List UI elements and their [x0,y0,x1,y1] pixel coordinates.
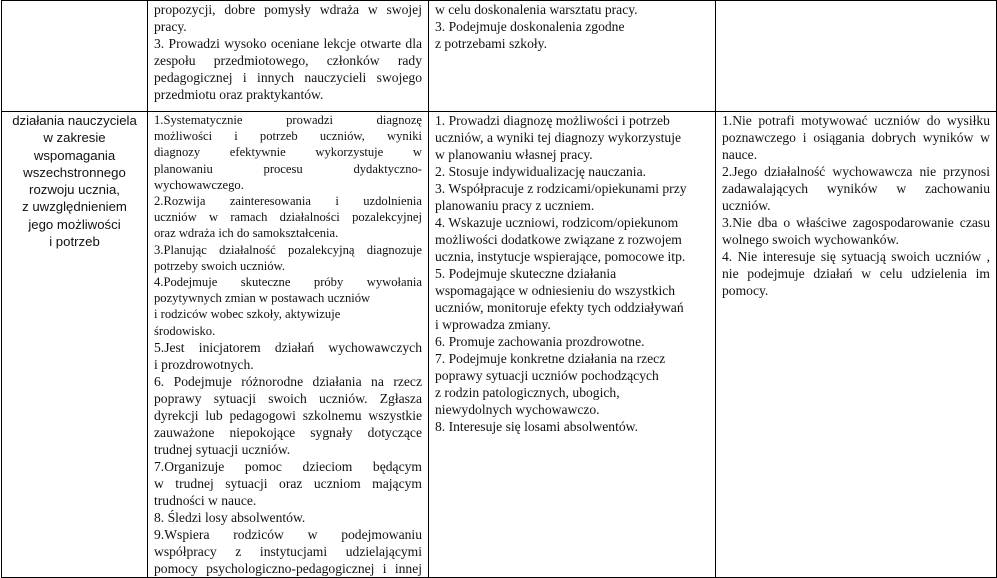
text-line: diagnozy efektywnie wykorzystuje w [154,145,422,160]
text-line: uczniów. [722,198,771,213]
criteria-table [1,0,997,578]
text-line: poprawy sytuacji uczniów pochodzących [435,368,659,383]
text-line: 4.Podejmuje skuteczne próby wywołania [154,275,422,290]
cell-top-col4 [716,1,997,112]
text-line: 5.Jest inicjatorem działań wychowawczych [154,339,422,355]
text-line: 3. Współpracuje z rodzicami/opiekunami przy [435,181,687,196]
text-line: pomocy. [722,283,769,298]
text-line: 6. Podejmuje różnorodne działania na rzecz [154,373,422,389]
text-line: przedmiotu oraz praktykantów. [154,87,324,102]
text-line: niewydolnych wychowawczo. [435,402,600,417]
area-label-line: rozwoju ucznia, [29,182,120,198]
text-line: współpracy z instytucjami udzielającymi [154,543,422,559]
text-line: ucznia, instytucje wspierające, pomocowe itp. [435,249,686,264]
area-label-line: w zakresie [43,130,106,146]
text-line: pomocy psychologiczno-pedagogicznej i innej [154,560,422,576]
text-line: pedagogicznej i innych nauczycieli swojego [154,70,422,85]
text-line: 7.Organizuje pomoc dzieciom będącym [154,458,422,474]
text-line: 2.Jego działalność wychowawcza nie przynosi [722,164,990,179]
text-line: z rodzin patologicznych, ubogich, [435,385,620,400]
text-line: w planowaniu własnej pracy. [435,147,593,162]
text-line: 8. Interesuje się losami absolwentów. [435,419,638,434]
area-label-line: jego możliwości [28,216,121,232]
text-line: zadawalających wyników w zachowaniu [722,181,990,196]
text-line: trudności w nauce. [154,492,257,508]
cell-area-empty [2,1,148,112]
text-line: 1. Prowadzi diagnozę możliwości i potrzeb [435,113,670,128]
text-line: trudnej sytuacji uczniów. [154,441,291,457]
text-line: zespołu przedmiotowego, członków rady [154,53,422,68]
text-line: nie podejmuje działań w celu udzielenia im [722,266,990,281]
text-line: zauważone niepokojące sygnały dotyczące [154,424,422,440]
area-label-line: z uwzględnieniem [22,199,127,215]
area-label-line: wszechstronnego [23,164,126,180]
cell-excellent-criteria [148,112,429,578]
text-line: środowisko. [154,323,216,338]
text-line: wolnego swoich wychowanków. [722,232,899,247]
text-line: możliwości i potrzeb uczniów, wyniki [154,129,422,144]
text-line: 5. Podejmuje skuteczne działania [435,266,617,281]
cell-top-col2 [148,1,429,112]
text-line: w celu doskonalenia warsztatu pracy. [435,2,638,17]
cell-good-criteria [429,112,716,578]
cell-top-col3 [429,1,716,112]
text-line: oraz wdraża ich do samokształcenia. [154,226,339,241]
text-line: 2. Stosuje indywidualizację nauczania. [435,164,647,179]
text-line: 4. Nie interesuje się sytuacją swoich uczniów , [722,249,990,264]
text-line: 7. Podejmuje konkretne działania na rzecz [435,351,666,366]
text-line: 3.Nie dba o właściwe zagospodarowanie czasu [722,215,990,230]
area-label-line: działania nauczyciela [12,113,137,128]
text-line: propozycji, dobre pomysły wdraża w swojej [154,2,422,17]
text-line: pozytywnych zmian w postawach uczniów [154,291,371,306]
text-line: w trudnej sytuacji oraz uczniom mającym [154,475,422,491]
text-line: i prozdrowotnych. [154,356,254,372]
text-line: 9.Wspiera rodziców w podejmowaniu [154,526,422,542]
table-row [2,112,997,578]
text-line: z potrzebami szkoły. [435,36,547,51]
text-line: możliwości dodatkowe związane z rozwojem [435,232,682,247]
area-label-line: i potrzeb [49,234,100,250]
text-line: uczniów w ramach działalności pozalekcyjnej [154,210,422,225]
text-line: 4. Wskazuje uczniowi, rodzicom/opiekunom [435,215,679,230]
text-line: i rodziców wobec szkoły, aktywizuje [154,307,341,322]
cell-insufficient-criteria [716,112,997,578]
text-line: 3. Prowadzi wysoko oceniane lekcje otwarte dla [154,36,422,51]
text-line: wychowawczego. [154,177,244,192]
text-line: 1.Nie potrafi motywować uczniów do wysiłku [722,113,990,128]
table-row [2,1,997,112]
area-label-line: wspomagania [33,147,116,163]
text-line: poznawczego i osiągania dobrych wyników w [722,130,990,145]
text-line: 3.Planując działalność pozalekcyjną diagnozuje [154,242,422,257]
text-line: poprawy sytuacji swoich uczniów. Zgłasza [154,390,422,406]
text-line: planowaniu pracy z uczniem. [435,198,595,213]
text-line: 8. Śledzi losy absolwentów. [154,509,306,525]
text-line: 6. Promuje zachowania prozdrowotne. [435,334,645,349]
text-line: 3. Podejmuje doskonalenia zgodne [435,19,625,34]
text-line: dyrekcji lub pedagogowi szkolnemu wszystkie [154,407,422,423]
text-line: pracy. [154,19,187,34]
text-line: uczniów, a wyniki tej diagnozy wykorzystuje [435,130,682,145]
cell-area-label [2,112,148,578]
text-line: nauce. [722,147,758,162]
text-line: wspomagające w odniesieniu do wszystkich [435,283,676,298]
text-line: planowaniu procesu dydaktyczno- [154,161,422,176]
text-line: i wprowadza zmiany. [435,317,551,332]
text-line: 1.Systematycznie prowadzi diagnozę [154,113,422,127]
text-line: uczniów, monitoruje efekty tych oddziaływań [435,300,684,315]
text-line: 2.Rozwija zainteresowania i uzdolnienia [154,194,422,209]
text-line: potrzeby swoich uczniów. [154,258,286,273]
